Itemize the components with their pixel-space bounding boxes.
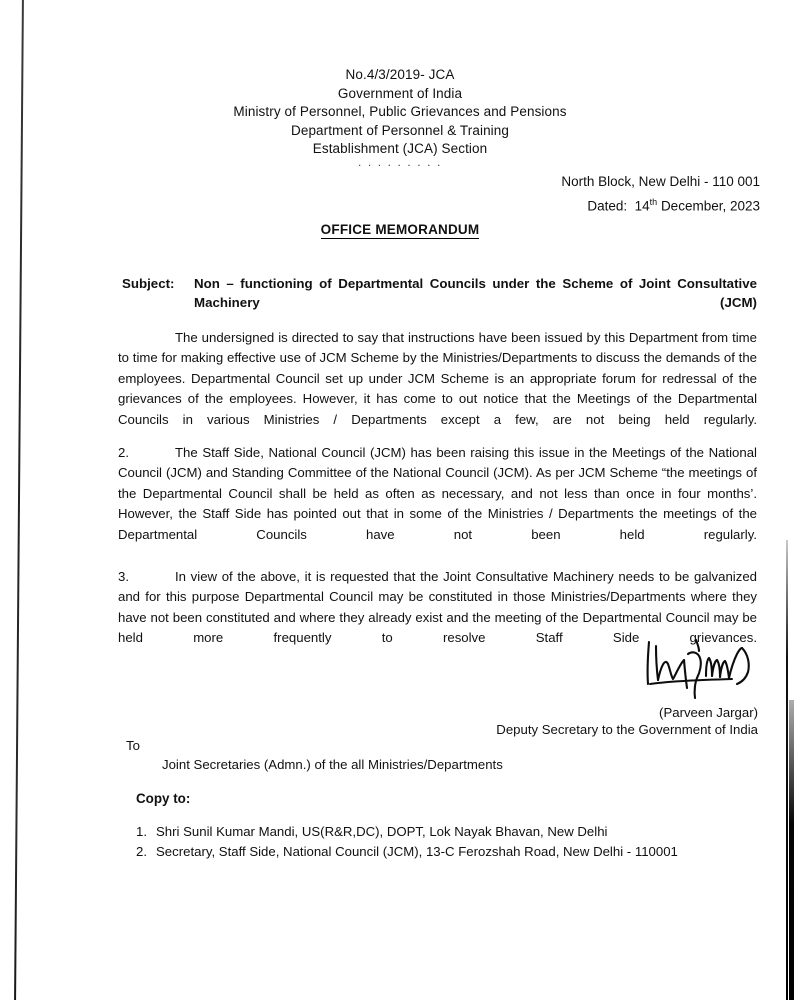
signatory-designation: Deputy Secretary to the Government of India (496, 722, 758, 737)
file-number: No.4/3/2019- JCA (345, 67, 455, 82)
copy-to-list (136, 822, 776, 861)
office-address: North Block, New Delhi - 110 001 (561, 174, 760, 189)
paragraph-2-text: The Staff Side, National Council (JCM) has been raising this issue in the Meetings of the National Council (JCM) and Standing Committee of the National Council (JCM). As per JCM Scheme “the meetings of the Departmental Council shall be held as often as necessary, and not less than once in four months’. However, the Staff Side has pointed out that in some of the Ministries / Departments the meetings of the Departmental Councils have not been held regularly. (118, 445, 757, 542)
copy-item-2-number: 2. (136, 843, 147, 859)
letterhead (0, 66, 800, 159)
paragraph-3-number: 3. (118, 569, 129, 584)
address-date-block (561, 172, 760, 217)
page-title (0, 222, 800, 237)
list-item (136, 822, 776, 842)
government-name: Government of India (337, 85, 463, 101)
date-ordinal-suffix: th (649, 197, 658, 207)
ministry-name: Ministry of Personnel, Public Grievances and Pensions (233, 104, 567, 119)
document-date (561, 192, 760, 217)
page-title-text: OFFICE MEMORANDUM (320, 222, 480, 237)
department-name: Department of Personnel & Training (290, 122, 509, 138)
paragraph-3-text: In view of the above, it is requested that the Joint Consultative Machinery needs to be galvanized and for this purpose Departmental Council may be constituted in those Ministries/Departments where they have not been constituted and where they already exist and the meeting of the Departmental Council may be held more frequently to resolve Staff Side grievances. (118, 569, 757, 646)
list-item (136, 842, 776, 862)
subject-label: Subject: (122, 276, 175, 291)
section-name: Establishment (JCA) Section (312, 141, 488, 156)
signature-icon (636, 636, 776, 714)
paragraph-2 (118, 443, 757, 565)
date-day: 14 (634, 198, 650, 214)
subject-text: Non – functioning of Departmental Councils under the Scheme of Joint Consultative Machinery (JCM) (194, 276, 757, 310)
paragraph-2-number: 2. (118, 445, 129, 460)
paragraph-1-text: The undersigned is directed to say that instructions have been issued by this Department from time to time for making effective use of JCM Scheme by the Ministries/Departments to discuss the demands of the employees. Departmental Council set up under JCM Scheme is an appropriate forum for redressal of the grievances of the employees. However, it has come to out notice that the Meetings of the Departmental Councils in various Ministries / Departments except a few, are not being held regularly. (118, 330, 757, 427)
copy-item-1-number: 1. (136, 824, 147, 839)
copy-to-label: Copy to: (136, 791, 191, 806)
signatory-name: (Parveen Jargar) (659, 705, 758, 720)
date-month-year: December, 2023 (660, 198, 760, 214)
subject-line (122, 274, 757, 331)
date-label: Dated: (587, 198, 628, 214)
copy-item-1-text: Shri Sunil Kumar Mandi, US(R&R,DC), DOPT, Lok Nayak Bhavan, New Delhi (156, 824, 608, 839)
copy-item-2-text: Secretary, Staff Side, National Council (JCM), 13-C Ferozshah Road, New Delhi - 110001 (156, 843, 678, 859)
dotted-separator: . . . . . . . . . (358, 155, 442, 169)
to-recipient: Joint Secretaries (Admn.) of the all Ministries/Departments (162, 757, 503, 772)
paragraph-1 (118, 328, 757, 450)
to-label: To (126, 738, 140, 753)
